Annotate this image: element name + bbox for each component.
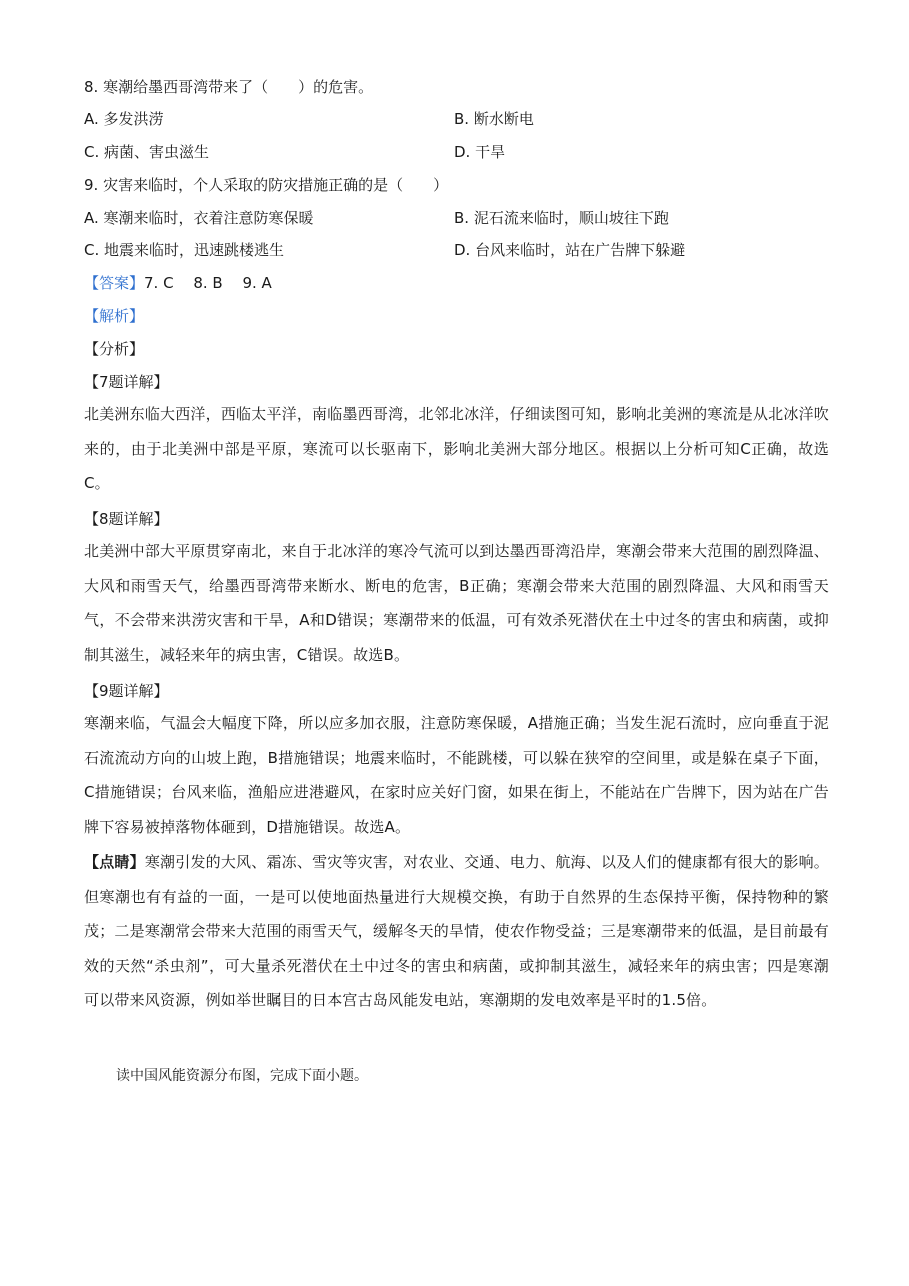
q8-option-a: A. 多发洪涝 — [84, 110, 164, 128]
q8-options-row-2 — [84, 142, 829, 162]
q8-stem: 8. 寒潮给墨西哥湾带来了（ ）的危害。 — [84, 78, 374, 96]
q9-options-row-2 — [84, 240, 829, 260]
q9-option-b: B. 泥石流来临时，顺山坡往下跑 — [454, 209, 669, 227]
q8-options-row-1 — [84, 109, 829, 129]
fenxi-label: 【分析】 — [84, 340, 145, 358]
dianjing-label: 【点睛】 — [84, 853, 145, 871]
dianjing-block — [84, 845, 829, 1018]
q9-option-d: D. 台风来临时，站在广告牌下躲避 — [454, 241, 686, 259]
answer-line — [84, 273, 272, 293]
d7-text: 北美洲东临大西洋，西临太平洋，南临墨西哥湾，北邻北冰洋，仔细读图可知，影响北美洲的寒流是从北冰洋吹来的，由于北美洲中部是平原，寒流可以长驱南下，影响北美洲大部分地区。根据以上分析可知C正确，故选C。 — [84, 405, 829, 492]
answer-label: 【答案】 — [84, 274, 145, 292]
d9-text: 寒潮来临，气温会大幅度下降，所以应多加衣服，注意防寒保暖，A措施正确；当发生泥石流时，应向垂直于泥石流流动方向的山坡上跑，B措施错误；地震来临时，不能跳楼，可以躲在狭窄的空间里，或是躲在桌子下面，C措施错误；台风来临，渔船应进港避风，在家时应关好门窗，如果在街上，不能站在广告牌下，因为站在广告牌下容易被掉落物体砸到，D措施错误。故选A。 — [84, 714, 829, 836]
d8-label: 【8题详解】 — [84, 510, 169, 528]
q8-option-b: B. 断水断电 — [454, 110, 534, 128]
next-section-intro: 读中国风能资源分布图，完成下面小题。 — [116, 1068, 368, 1084]
q9-option-c: C. 地震来临时，迅速跳楼逃生 — [84, 241, 285, 259]
analysis-label: 【解析】 — [84, 307, 145, 325]
answer-text: 7. C 8. B 9. A — [144, 274, 272, 292]
q9-options-row-1 — [84, 208, 829, 228]
dianjing-text: 寒潮引发的大风、霜冻、雪灾等灾害，对农业、交通、电力、航海、以及人们的健康都有很大的影响。但寒潮也有有益的一面，一是可以使地面热量进行大规模交换，有助于自然界的生态保持平衡，保持物种的繁茂；二是寒潮常会带来大范围的雨雪天气，缓解冬天的旱情，使农作物受益；三是寒潮带来的低温，是目前最有效的天然“杀虫剂”，可大量杀死潜伏在土中过冬的害虫和病菌，或抑制其滋生，减轻来年的病虫害；四是寒潮可以带来风资源，例如举世瞩目的日本宫古岛风能发电站，寒潮期的发电效率是平时的1.5倍。 — [84, 853, 829, 1009]
q8-option-c: C. 病菌、害虫滋生 — [84, 143, 210, 161]
q9-option-a: A. 寒潮来临时，衣着注意防寒保暖 — [84, 209, 314, 227]
d7-label: 【7题详解】 — [84, 373, 169, 391]
d9-label: 【9题详解】 — [84, 682, 169, 700]
d8-text: 北美洲中部大平原贯穿南北，来自于北冰洋的寒冷气流可以到达墨西哥湾沿岸，寒潮会带来大范围的剧烈降温、大风和雨雪天气，给墨西哥湾带来断水、断电的危害，B正确；寒潮会带来大范围的剧烈降温、大风和雨雪天气，不会带来洪涝灾害和干旱，A和D错误；寒潮带来的低温，可有效杀死潜伏在土中过冬的害虫和病菌，或抑制其滋生，减轻来年的病虫害，C错误。故选B。 — [84, 542, 829, 664]
q8-option-d: D. 干旱 — [454, 143, 506, 161]
q9-stem: 9. 灾害来临时，个人采取的防灾措施正确的是（ ） — [84, 176, 449, 194]
